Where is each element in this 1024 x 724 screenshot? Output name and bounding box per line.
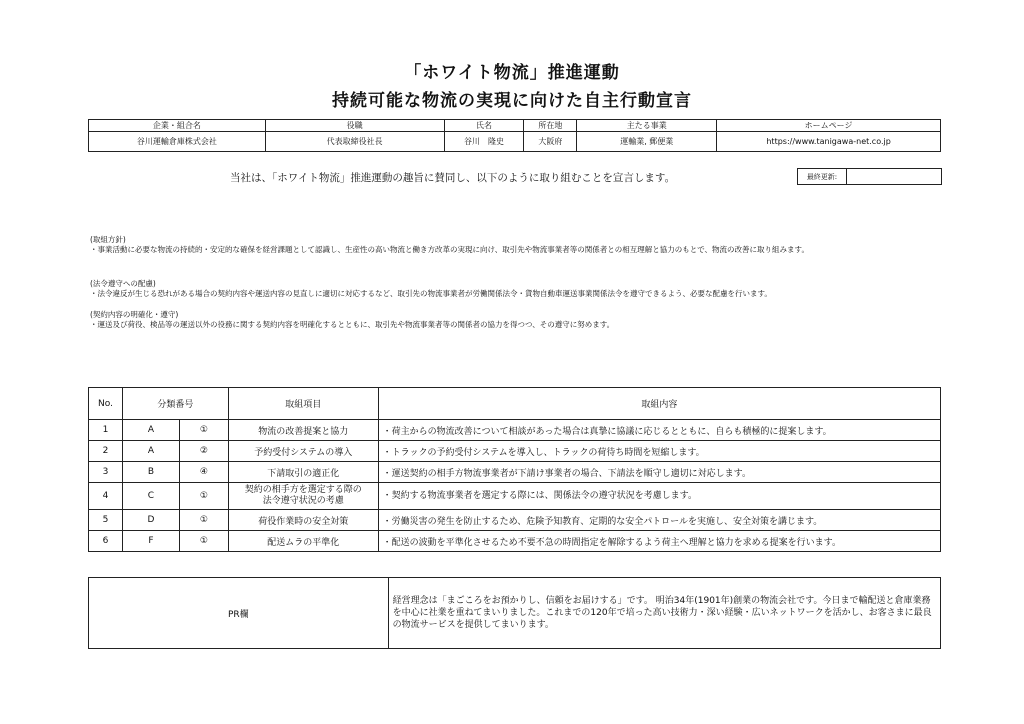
row-category: D [122,510,179,531]
header-no: No. [89,388,123,420]
table-row [89,531,941,552]
row-no: 1 [89,420,123,441]
header-business: 主たる事業 [577,120,717,132]
company-info-table [88,119,941,152]
row-content: ・荷主からの物流改善について相談があった場合は真摯に協議に応じるとともに、自らも積極的に提案します。 [378,420,940,441]
table-row [89,420,941,441]
row-number: ④ [179,462,228,483]
row-no: 2 [89,441,123,462]
row-item: 物流の改善提案と協力 [228,420,378,441]
row-category: A [122,420,179,441]
row-content: ・配送の波動を平準化させるため不要不急の時間指定を解除するよう荷主へ理解と協力を求める提案を行います。 [378,531,940,552]
page-subtitle: 持続可能な物流の実現に向けた自主行動宣言 [332,91,692,111]
policy-heading: (取組方針) [90,235,126,244]
actions-header-row [89,388,941,420]
row-no: 4 [89,483,123,510]
row-category: A [122,441,179,462]
policy-section-2 [90,279,950,299]
homepage-url: https://www.tanigawa-net.co.jp [717,132,941,152]
main-business: 運輸業, 郵便業 [577,132,717,152]
row-content: ・労働災害の発生を防止するため、危険予知教育、定期的な安全パトロールを実施し、安全対策を講じます。 [378,510,940,531]
company-info-header-row [89,120,941,132]
actions-table [88,387,941,552]
policy-section-3 [90,310,950,330]
header-item: 取組項目 [228,388,378,420]
row-content: ・運送契約の相手方物流事業者が下請け事業者の場合、下請法を順守し適切に対応します。 [378,462,940,483]
header-position: 役職 [265,120,444,132]
row-no: 3 [89,462,123,483]
policy-heading: (契約内容の明確化・遵守) [90,310,179,319]
row-number: ① [179,510,228,531]
row-content: ・契約する物流事業者を選定する際には、関係法令の遵守状況を考慮します。 [378,483,940,510]
row-category: B [122,462,179,483]
header-category: 分類番号 [122,388,228,420]
policy-text: ・事業活動に必要な物流の持続的・安定的な確保を経営課題として認識し、生産性の高い物流と働き方改革の実現に向け、取引先や物流事業者等の関係者との相互理解と協力のもとで、物流の改善に取り組みます。 [90,245,809,254]
row-item-line: 法令遵守状況の考慮 [262,496,344,506]
header-homepage: ホームページ [717,120,941,132]
pr-row [89,578,941,649]
table-row [89,462,941,483]
header-company-name: 企業・組合名 [89,120,266,132]
person-name: 谷川 隆史 [444,132,524,152]
row-item-line: 契約の相手方を選定する際の [244,485,362,495]
header-location: 所在地 [524,120,577,132]
table-row [89,510,941,531]
row-item: 荷役作業時の安全対策 [228,510,378,531]
row-item: 下請取引の適正化 [228,462,378,483]
row-number: ① [179,420,228,441]
row-number: ① [179,531,228,552]
row-number: ② [179,441,228,462]
policy-text: ・法令違反が生じる恐れがある場合の契約内容や運送内容の見直しに適切に対応するなど、取引先の物流事業者が労働関係法令・貨物自動車運送事業関係法令を遵守できるよう、必要な配慮を行います。 [90,289,772,298]
table-row [89,483,941,510]
row-item [228,483,378,510]
table-row [89,441,941,462]
company-name: 谷川運輸倉庫株式会社 [89,132,266,152]
page-title: 「ホワイト物流」推進運動 [404,63,620,83]
last-updated-box [797,168,942,185]
row-category: C [122,483,179,510]
row-no: 5 [89,510,123,531]
policy-section-1 [90,235,950,255]
pr-table [88,577,941,649]
row-item: 予約受付システムの導入 [228,441,378,462]
header-content: 取組内容 [378,388,940,420]
row-number: ① [179,483,228,510]
pr-text: 経営理念は「まごころをお預かりし、信頼をお届けする」です。 明治34年(1901年)創業の物流会社です。今日まで輸配送と倉庫業務を中心に社業を重ねてまいりました。これまでの120年で培った高い技術力・深い経験・広いネットワークを活かし、お客さまに最良の物流サービスを提供してまいります。 [388,578,940,649]
declaration-text: 当社は、「ホワイト物流」推進運動の趣旨に賛同し、以下のように取り組むことを宣言します。 [230,172,676,184]
row-category: F [122,531,179,552]
position: 代表取締役社長 [265,132,444,152]
pr-label: PR欄 [89,578,389,649]
policy-heading: (法令遵守への配慮) [90,279,156,288]
company-info-value-row [89,132,941,152]
row-content: ・トラックの予約受付システムを導入し、トラックの荷待ち時間を短縮します。 [378,441,940,462]
row-item: 配送ムラの平準化 [228,531,378,552]
last-updated-label: 最終更新: [798,169,847,184]
policy-text: ・運送及び荷役、検品等の運送以外の役務に関する契約内容を明確化するとともに、取引先や物流事業者等の関係者の協力を得つつ、その遵守に努めます。 [90,320,615,329]
header-name: 氏名 [444,120,524,132]
location: 大阪府 [524,132,577,152]
row-no: 6 [89,531,123,552]
